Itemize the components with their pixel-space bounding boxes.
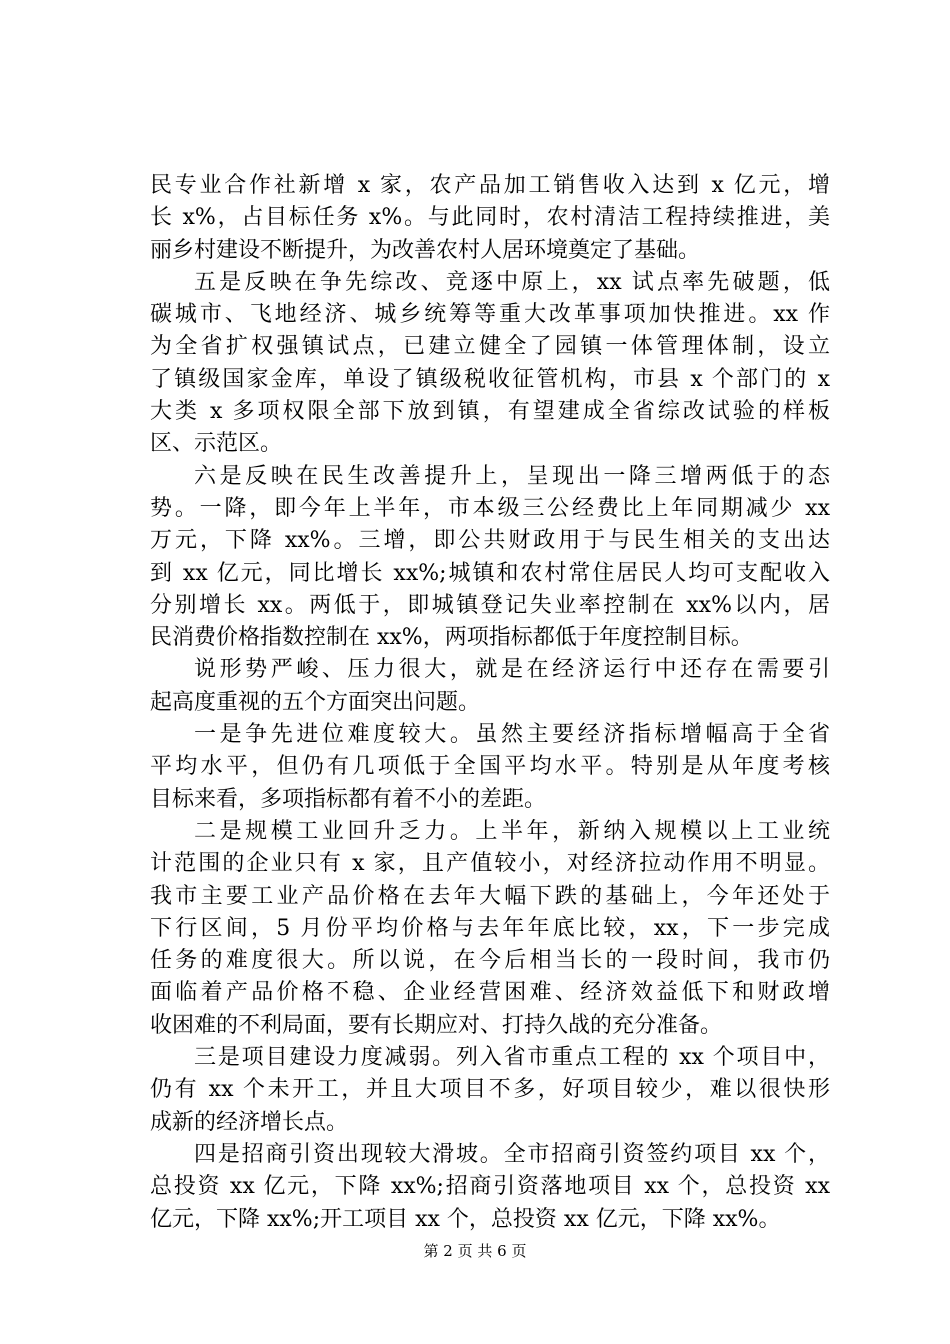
text-line: 起高度重视的五个方面突出问题。 [150, 689, 481, 715]
text-line: 任务的难度很大。所以说，在今后相当长的一段时间，我市仍 [150, 948, 830, 974]
text-line: 平均水平，但仍有几项低于全国平均水平。特别是从年度考核 [150, 754, 830, 780]
text-line: 分别增长 xx。两低于，即城镇登记失业率控制在 xx%以内，居 [150, 592, 830, 618]
paragraph [150, 170, 830, 267]
paragraph [150, 719, 830, 816]
text-line: 成新的经济增长点。 [150, 1109, 349, 1135]
paragraph [150, 461, 830, 655]
paragraph [150, 816, 830, 1042]
text-line: 面临着产品价格不稳、企业经营困难、经济效益低下和财政增 [150, 980, 830, 1006]
text-line: 丽乡村建设不断提升，为改善农村人居环境奠定了基础。 [150, 237, 701, 263]
text-line: 下行区间，5 月份平均价格与去年年底比较，xx，下一步完成 [150, 915, 830, 941]
text-line: 亿元，下降 xx%;开工项目 xx 个，总投资 xx 亿元，下降 xx%。 [150, 1206, 781, 1232]
page-footer: 第 2 页 共 6 页 [423, 1242, 527, 1260]
text-line: 五是反映在争先综改、竞逐中原上，xx 试点率先破题，低 [194, 269, 830, 295]
text-line: 说形势严峻、压力很大，就是在经济运行中还存在需要引 [194, 657, 830, 683]
text-line: 民专业合作社新增 x 家，农产品加工销售收入达到 x 亿元，增 [150, 173, 830, 198]
text-line: 计范围的企业只有 x 家，且产值较小，对经济拉动作用不明显。 [150, 851, 830, 877]
text-line: 万元，下降 xx%。三增，即公共财政用于与民生相关的支出达 [150, 528, 830, 554]
text-line: 区、示范区。 [150, 431, 283, 457]
text-line: 势。一降，即今年上半年，市本级三公经费比上年同期减少 xx [150, 495, 830, 521]
text-line: 四是招商引资出现较大滑坡。全市招商引资签约项目 xx 个， [194, 1141, 830, 1167]
text-line: 碳城市、飞地经济、城乡统筹等重大改革事项加快推进。xx 作 [150, 302, 830, 328]
text-line: 仍有 xx 个未开工，并且大项目不多，好项目较少，难以很快形 [150, 1077, 830, 1103]
text-line: 我市主要工业产品价格在去年大幅下跌的基础上，今年还处于 [150, 883, 830, 909]
text-line: 民消费价格指数控制在 xx%，两项指标都低于年度控制目标。 [150, 625, 753, 651]
text-line: 到 xx 亿元，同比增长 xx%;城镇和农村常住居民人均可支配收入 [150, 560, 830, 586]
text-line: 收困难的不利局面，要有长期应对、打持久战的充分准备。 [150, 1012, 723, 1038]
paragraph [150, 267, 830, 461]
text-line: 总投资 xx 亿元，下降 xx%;招商引资落地项目 xx 个，总投资 xx [150, 1174, 830, 1200]
text-line: 六是反映在民生改善提升上，呈现出一降三增两低于的态 [194, 463, 830, 489]
text-line: 一是争先进位难度较大。虽然主要经济指标增幅高于全省 [194, 722, 830, 748]
paragraph [150, 1139, 830, 1236]
paragraph [150, 1042, 830, 1139]
text-line: 长 x%，占目标任务 x%。与此同时，农村清洁工程持续推进，美 [150, 205, 830, 231]
body-text [150, 170, 830, 1236]
text-line: 目标来看，多项指标都有着不小的差距。 [150, 786, 547, 812]
paragraph [150, 654, 830, 719]
text-line: 大类 x 多项权限全部下放到镇，有望建成全省综改试验的样板 [150, 399, 830, 425]
text-line: 了镇级国家金库，单设了镇级税收征管机构，市县 x 个部门的 x [150, 366, 830, 392]
text-line: 为全省扩权强镇试点，已建立健全了园镇一体管理体制，设立 [150, 334, 830, 360]
text-line: 二是规模工业回升乏力。上半年，新纳入规模以上工业统 [194, 818, 830, 844]
text-line: 三是项目建设力度减弱。列入省市重点工程的 xx 个项目中， [194, 1045, 830, 1071]
